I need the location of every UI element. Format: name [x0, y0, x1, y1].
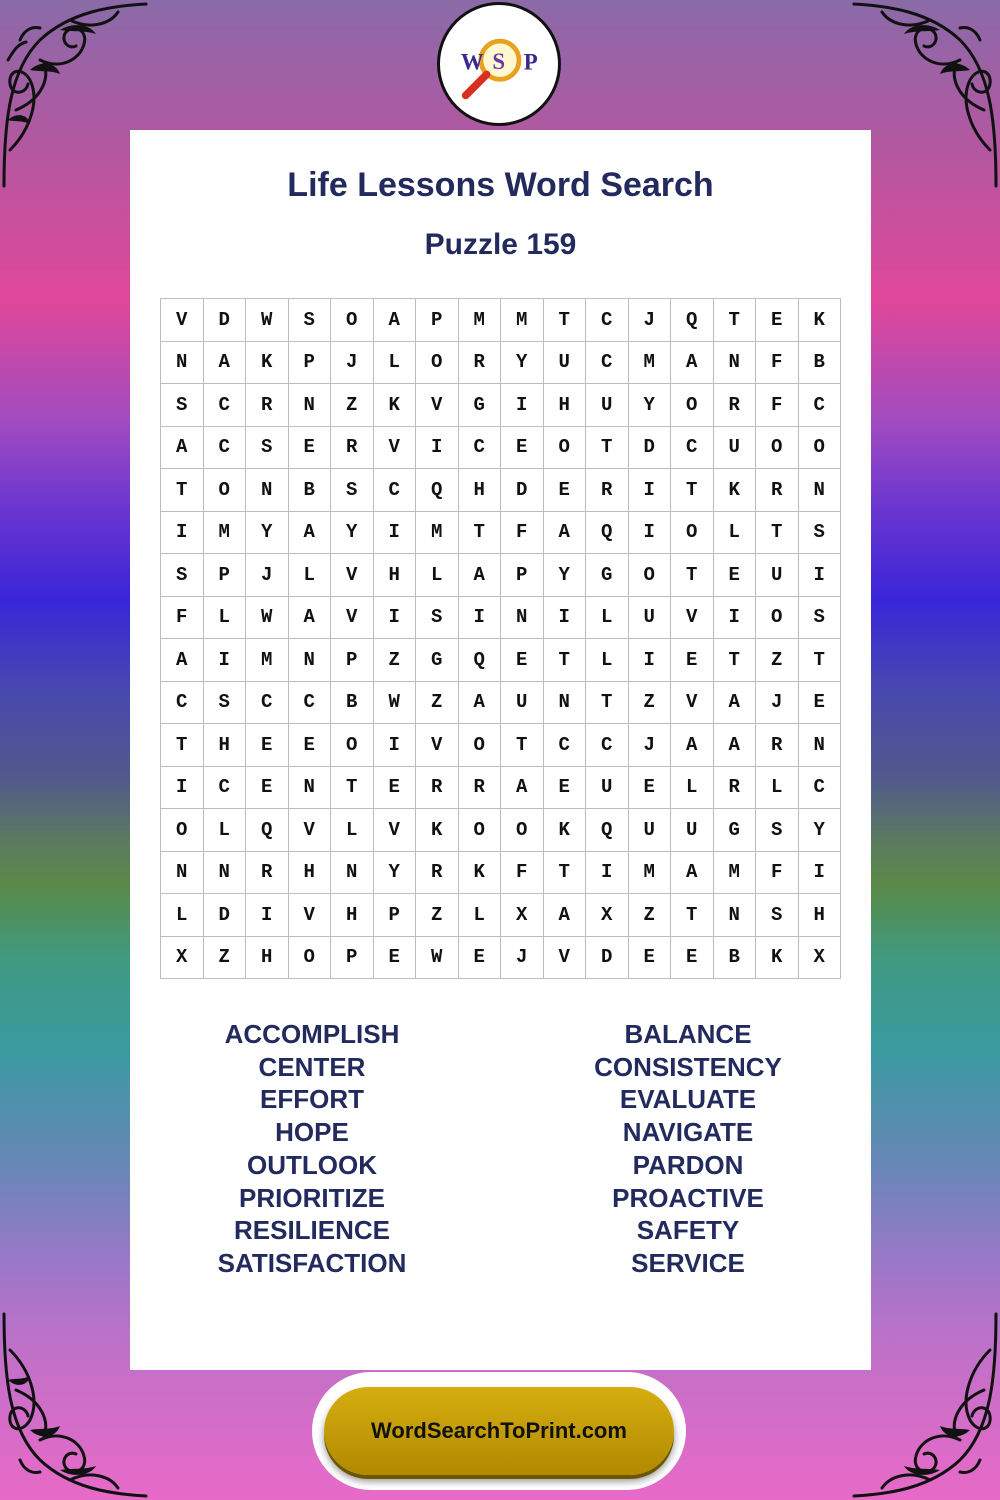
grid-cell: P	[331, 639, 374, 682]
grid-cell: V	[544, 937, 587, 980]
grid-cell: T	[161, 724, 204, 767]
grid-cell: E	[501, 639, 544, 682]
corner-ornament-top-left	[0, 0, 150, 190]
grid-cell: V	[331, 597, 374, 640]
grid-cell: V	[161, 299, 204, 342]
grid-cell: U	[586, 384, 629, 427]
grid-cell: J	[501, 937, 544, 980]
word-item: EVALUATE	[619, 1084, 757, 1115]
page-title: Life Lessons Word Search	[287, 166, 714, 204]
grid-cell: L	[459, 894, 502, 937]
grid-cell: V	[671, 682, 714, 725]
grid-cell: Q	[416, 469, 459, 512]
grid-cell: N	[204, 852, 247, 895]
grid-cell: L	[416, 554, 459, 597]
grid-cell: O	[501, 809, 544, 852]
grid-cell: A	[544, 512, 587, 555]
grid-cell: H	[544, 384, 587, 427]
grid-cell: M	[629, 852, 672, 895]
grid-cell: N	[714, 342, 757, 385]
grid-cell: A	[459, 682, 502, 725]
grid-cell: S	[331, 469, 374, 512]
grid-cell: X	[799, 937, 842, 980]
grid-cell: K	[459, 852, 502, 895]
grid-cell: Z	[416, 682, 459, 725]
grid-cell: E	[289, 427, 332, 470]
grid-cell: O	[289, 937, 332, 980]
grid-cell: P	[501, 554, 544, 597]
grid-cell: M	[459, 299, 502, 342]
grid-cell: M	[714, 852, 757, 895]
grid-cell: A	[671, 342, 714, 385]
grid-cell: Y	[544, 554, 587, 597]
grid-cell: P	[289, 342, 332, 385]
grid-cell: I	[799, 554, 842, 597]
grid-cell: Y	[246, 512, 289, 555]
grid-cell: E	[246, 724, 289, 767]
grid-cell: A	[374, 299, 417, 342]
word-list-left	[152, 1018, 472, 1280]
grid-cell: G	[416, 639, 459, 682]
grid-cell: Q	[586, 809, 629, 852]
grid-cell: T	[586, 427, 629, 470]
grid-cell: A	[289, 597, 332, 640]
grid-cell: O	[671, 384, 714, 427]
grid-cell: A	[671, 852, 714, 895]
grid-cell: Y	[374, 852, 417, 895]
grid-cell: Y	[629, 384, 672, 427]
grid-cell: O	[756, 427, 799, 470]
grid-cell: R	[331, 427, 374, 470]
grid-cell: C	[586, 342, 629, 385]
site-logo[interactable]	[437, 2, 561, 126]
ornament-icon	[850, 0, 1000, 190]
corner-ornament-top-right	[850, 0, 1000, 190]
grid-cell: M	[501, 299, 544, 342]
grid-cell: S	[204, 682, 247, 725]
grid-cell: N	[161, 852, 204, 895]
grid-cell: E	[629, 937, 672, 980]
grid-cell: U	[544, 342, 587, 385]
grid-cell: H	[246, 937, 289, 980]
corner-ornament-bottom-right	[850, 1310, 1000, 1500]
grid-cell: Z	[374, 639, 417, 682]
grid-cell: T	[671, 894, 714, 937]
puzzle-card	[130, 130, 871, 1370]
grid-cell: P	[331, 937, 374, 980]
grid-cell: F	[756, 852, 799, 895]
grid-cell: O	[629, 554, 672, 597]
grid-cell: I	[161, 767, 204, 810]
grid-cell: C	[204, 767, 247, 810]
grid-cell: P	[204, 554, 247, 597]
grid-cell: J	[629, 724, 672, 767]
grid-cell: B	[289, 469, 332, 512]
grid-cell: Z	[416, 894, 459, 937]
grid-cell: H	[331, 894, 374, 937]
word-item: PROACTIVE	[612, 1182, 764, 1213]
grid-cell: R	[416, 767, 459, 810]
word-item: RESILIENCE	[233, 1215, 391, 1246]
grid-cell: K	[544, 809, 587, 852]
puzzle-number: Puzzle 159	[424, 228, 577, 261]
grid-cell: I	[374, 724, 417, 767]
grid-cell: S	[416, 597, 459, 640]
grid-cell: S	[799, 512, 842, 555]
grid-cell: A	[544, 894, 587, 937]
grid-cell: E	[714, 554, 757, 597]
grid-cell: R	[756, 469, 799, 512]
word-item: CENTER	[258, 1051, 366, 1082]
grid-cell: P	[374, 894, 417, 937]
grid-cell: V	[416, 384, 459, 427]
grid-cell: Z	[629, 682, 672, 725]
grid-cell: T	[501, 724, 544, 767]
grid-cell: Z	[331, 384, 374, 427]
grid-cell: Q	[246, 809, 289, 852]
grid-cell: G	[714, 809, 757, 852]
grid-cell: U	[756, 554, 799, 597]
grid-cell: T	[459, 512, 502, 555]
grid-cell: L	[586, 597, 629, 640]
logo-letter-s: S	[492, 48, 506, 74]
grid-cell: D	[204, 894, 247, 937]
grid-cell: Q	[671, 299, 714, 342]
ornament-icon	[0, 0, 150, 190]
grid-cell: I	[799, 852, 842, 895]
grid-cell: V	[374, 427, 417, 470]
word-item: SATISFACTION	[217, 1247, 407, 1278]
grid-cell: O	[756, 597, 799, 640]
grid-cell: I	[629, 512, 672, 555]
grid-cell: C	[586, 724, 629, 767]
grid-cell: L	[204, 809, 247, 852]
grid-cell: N	[289, 384, 332, 427]
grid-cell: S	[161, 384, 204, 427]
word-item: EFFORT	[260, 1084, 364, 1115]
grid-cell: S	[756, 809, 799, 852]
corner-ornament-bottom-left	[0, 1310, 150, 1500]
grid-cell: C	[671, 427, 714, 470]
grid-cell: N	[246, 469, 289, 512]
grid-cell: T	[756, 512, 799, 555]
grid-cell: A	[289, 512, 332, 555]
grid-cell: G	[586, 554, 629, 597]
grid-cell: T	[586, 682, 629, 725]
grid-cell: D	[204, 299, 247, 342]
grid-cell: U	[714, 427, 757, 470]
grid-cell: S	[756, 894, 799, 937]
grid-cell: W	[246, 597, 289, 640]
grid-cell: B	[714, 937, 757, 980]
grid-cell: N	[501, 597, 544, 640]
grid-cell: H	[459, 469, 502, 512]
grid-cell: R	[714, 384, 757, 427]
grid-cell: J	[246, 554, 289, 597]
grid-cell: I	[586, 852, 629, 895]
grid-cell: E	[374, 767, 417, 810]
grid-cell: O	[416, 342, 459, 385]
grid-cell: N	[289, 639, 332, 682]
grid-cell: L	[204, 597, 247, 640]
grid-cell: T	[331, 767, 374, 810]
grid-cell: V	[331, 554, 374, 597]
grid-cell: R	[459, 767, 502, 810]
grid-cell: A	[671, 724, 714, 767]
grid-cell: O	[331, 724, 374, 767]
grid-cell: H	[799, 894, 842, 937]
grid-cell: N	[331, 852, 374, 895]
grid-cell: I	[629, 639, 672, 682]
grid-cell: C	[374, 469, 417, 512]
grid-cell: K	[416, 809, 459, 852]
grid-cell: N	[161, 342, 204, 385]
website-link-text: WordSearchToPrint.com	[371, 1418, 627, 1443]
grid-cell: A	[714, 682, 757, 725]
grid-cell: K	[714, 469, 757, 512]
grid-cell: C	[204, 384, 247, 427]
grid-cell: V	[289, 809, 332, 852]
grid-cell: N	[714, 894, 757, 937]
ornament-icon	[850, 1310, 1000, 1500]
grid-cell: L	[714, 512, 757, 555]
grid-cell: U	[629, 809, 672, 852]
grid-cell: V	[671, 597, 714, 640]
grid-cell: T	[799, 639, 842, 682]
grid-cell: O	[671, 512, 714, 555]
grid-cell: J	[629, 299, 672, 342]
grid-cell: I	[204, 639, 247, 682]
word-item: CONSISTENCY	[594, 1051, 782, 1082]
grid-cell: O	[799, 427, 842, 470]
grid-cell: C	[289, 682, 332, 725]
grid-cell: K	[246, 342, 289, 385]
grid-cell: I	[374, 512, 417, 555]
grid-cell: E	[459, 937, 502, 980]
grid-cell: L	[374, 342, 417, 385]
grid-cell: V	[416, 724, 459, 767]
grid-cell: F	[161, 597, 204, 640]
grid-cell: K	[799, 299, 842, 342]
grid-cell: A	[161, 639, 204, 682]
grid-cell: I	[714, 597, 757, 640]
grid-cell: I	[501, 384, 544, 427]
grid-cell: B	[799, 342, 842, 385]
letter-grid	[160, 298, 841, 979]
grid-cell: C	[799, 384, 842, 427]
grid-cell: V	[374, 809, 417, 852]
grid-cell: Y	[501, 342, 544, 385]
grid-cell: T	[671, 469, 714, 512]
grid-cell: S	[161, 554, 204, 597]
grid-cell: X	[586, 894, 629, 937]
grid-cell: T	[544, 299, 587, 342]
grid-cell: C	[246, 682, 289, 725]
magnifier-icon	[440, 5, 558, 123]
word-item: PARDON	[632, 1149, 744, 1180]
grid-cell: D	[501, 469, 544, 512]
grid-cell: E	[671, 937, 714, 980]
grid-cell: O	[544, 427, 587, 470]
grid-cell: I	[544, 597, 587, 640]
grid-cell: S	[799, 597, 842, 640]
grid-cell: Z	[756, 639, 799, 682]
grid-cell: C	[459, 427, 502, 470]
grid-cell: O	[161, 809, 204, 852]
grid-cell: E	[671, 639, 714, 682]
grid-cell: H	[374, 554, 417, 597]
grid-cell: E	[374, 937, 417, 980]
grid-cell: F	[756, 342, 799, 385]
grid-cell: S	[289, 299, 332, 342]
grid-cell: Z	[204, 937, 247, 980]
grid-cell: O	[459, 809, 502, 852]
word-item: OUTLOOK	[247, 1149, 377, 1180]
grid-cell: A	[459, 554, 502, 597]
grid-cell: O	[331, 299, 374, 342]
grid-cell: C	[544, 724, 587, 767]
grid-cell: E	[289, 724, 332, 767]
grid-cell: L	[161, 894, 204, 937]
grid-cell: M	[629, 342, 672, 385]
grid-cell: N	[544, 682, 587, 725]
grid-cell: G	[459, 384, 502, 427]
word-item: SERVICE	[631, 1247, 745, 1278]
grid-cell: U	[501, 682, 544, 725]
word-item: SAFETY	[636, 1215, 740, 1246]
grid-cell: T	[544, 852, 587, 895]
website-link-button[interactable]	[324, 1387, 674, 1475]
grid-cell: U	[629, 597, 672, 640]
grid-cell: W	[374, 682, 417, 725]
grid-cell: R	[459, 342, 502, 385]
grid-cell: F	[501, 512, 544, 555]
grid-cell: E	[246, 767, 289, 810]
grid-cell: F	[501, 852, 544, 895]
grid-cell: E	[544, 767, 587, 810]
logo-letter-w: W	[460, 49, 484, 75]
grid-cell: N	[799, 724, 842, 767]
grid-cell: K	[756, 937, 799, 980]
grid-cell: R	[756, 724, 799, 767]
grid-cell: A	[161, 427, 204, 470]
grid-cell: Y	[331, 512, 374, 555]
ornament-icon	[0, 1310, 150, 1500]
grid-cell: L	[586, 639, 629, 682]
grid-cell: J	[756, 682, 799, 725]
grid-cell: E	[756, 299, 799, 342]
grid-cell: C	[204, 427, 247, 470]
grid-cell: Q	[586, 512, 629, 555]
grid-cell: T	[161, 469, 204, 512]
grid-cell: E	[629, 767, 672, 810]
grid-cell: U	[671, 809, 714, 852]
grid-cell: R	[586, 469, 629, 512]
grid-cell: E	[799, 682, 842, 725]
grid-cell: H	[204, 724, 247, 767]
grid-cell: J	[331, 342, 374, 385]
grid-cell: I	[459, 597, 502, 640]
grid-cell: I	[374, 597, 417, 640]
grid-cell: N	[799, 469, 842, 512]
grid-cell: F	[756, 384, 799, 427]
grid-cell: T	[671, 554, 714, 597]
word-item: ACCOMPLISH	[224, 1019, 400, 1049]
grid-cell: I	[629, 469, 672, 512]
grid-cell: I	[246, 894, 289, 937]
grid-cell: R	[246, 384, 289, 427]
grid-cell: R	[416, 852, 459, 895]
grid-cell: U	[586, 767, 629, 810]
footer-badge	[312, 1372, 686, 1490]
grid-cell: L	[331, 809, 374, 852]
grid-cell: A	[204, 342, 247, 385]
grid-cell: C	[799, 767, 842, 810]
grid-cell: R	[246, 852, 289, 895]
grid-cell: A	[714, 724, 757, 767]
grid-cell: W	[246, 299, 289, 342]
word-list-right	[528, 1018, 848, 1280]
grid-cell: L	[756, 767, 799, 810]
grid-cell: X	[161, 937, 204, 980]
grid-cell: S	[246, 427, 289, 470]
grid-cell: L	[671, 767, 714, 810]
word-item: BALANCE	[624, 1019, 752, 1049]
grid-cell: M	[416, 512, 459, 555]
grid-cell: C	[161, 682, 204, 725]
grid-cell: T	[544, 639, 587, 682]
word-item: NAVIGATE	[622, 1117, 754, 1148]
grid-cell: V	[289, 894, 332, 937]
grid-cell: C	[586, 299, 629, 342]
grid-cell: X	[501, 894, 544, 937]
grid-cell: L	[289, 554, 332, 597]
grid-cell: D	[586, 937, 629, 980]
grid-cell: O	[459, 724, 502, 767]
grid-cell: N	[289, 767, 332, 810]
grid-cell: D	[629, 427, 672, 470]
grid-cell: I	[416, 427, 459, 470]
grid-cell: W	[416, 937, 459, 980]
word-item: PRIORITIZE	[239, 1182, 385, 1213]
logo-letter-p: P	[523, 49, 538, 75]
grid-cell: M	[204, 512, 247, 555]
grid-cell: Y	[799, 809, 842, 852]
grid-cell: K	[374, 384, 417, 427]
grid-cell: H	[289, 852, 332, 895]
grid-cell: P	[416, 299, 459, 342]
grid-cell: E	[544, 469, 587, 512]
grid-cell: E	[501, 427, 544, 470]
word-item: HOPE	[275, 1117, 349, 1148]
grid-cell: B	[331, 682, 374, 725]
grid-cell: I	[161, 512, 204, 555]
grid-cell: A	[501, 767, 544, 810]
grid-cell: M	[246, 639, 289, 682]
grid-cell: O	[204, 469, 247, 512]
grid-cell: Q	[459, 639, 502, 682]
grid-cell: T	[714, 639, 757, 682]
grid-cell: R	[714, 767, 757, 810]
grid-cell: Z	[629, 894, 672, 937]
grid-cell: T	[714, 299, 757, 342]
